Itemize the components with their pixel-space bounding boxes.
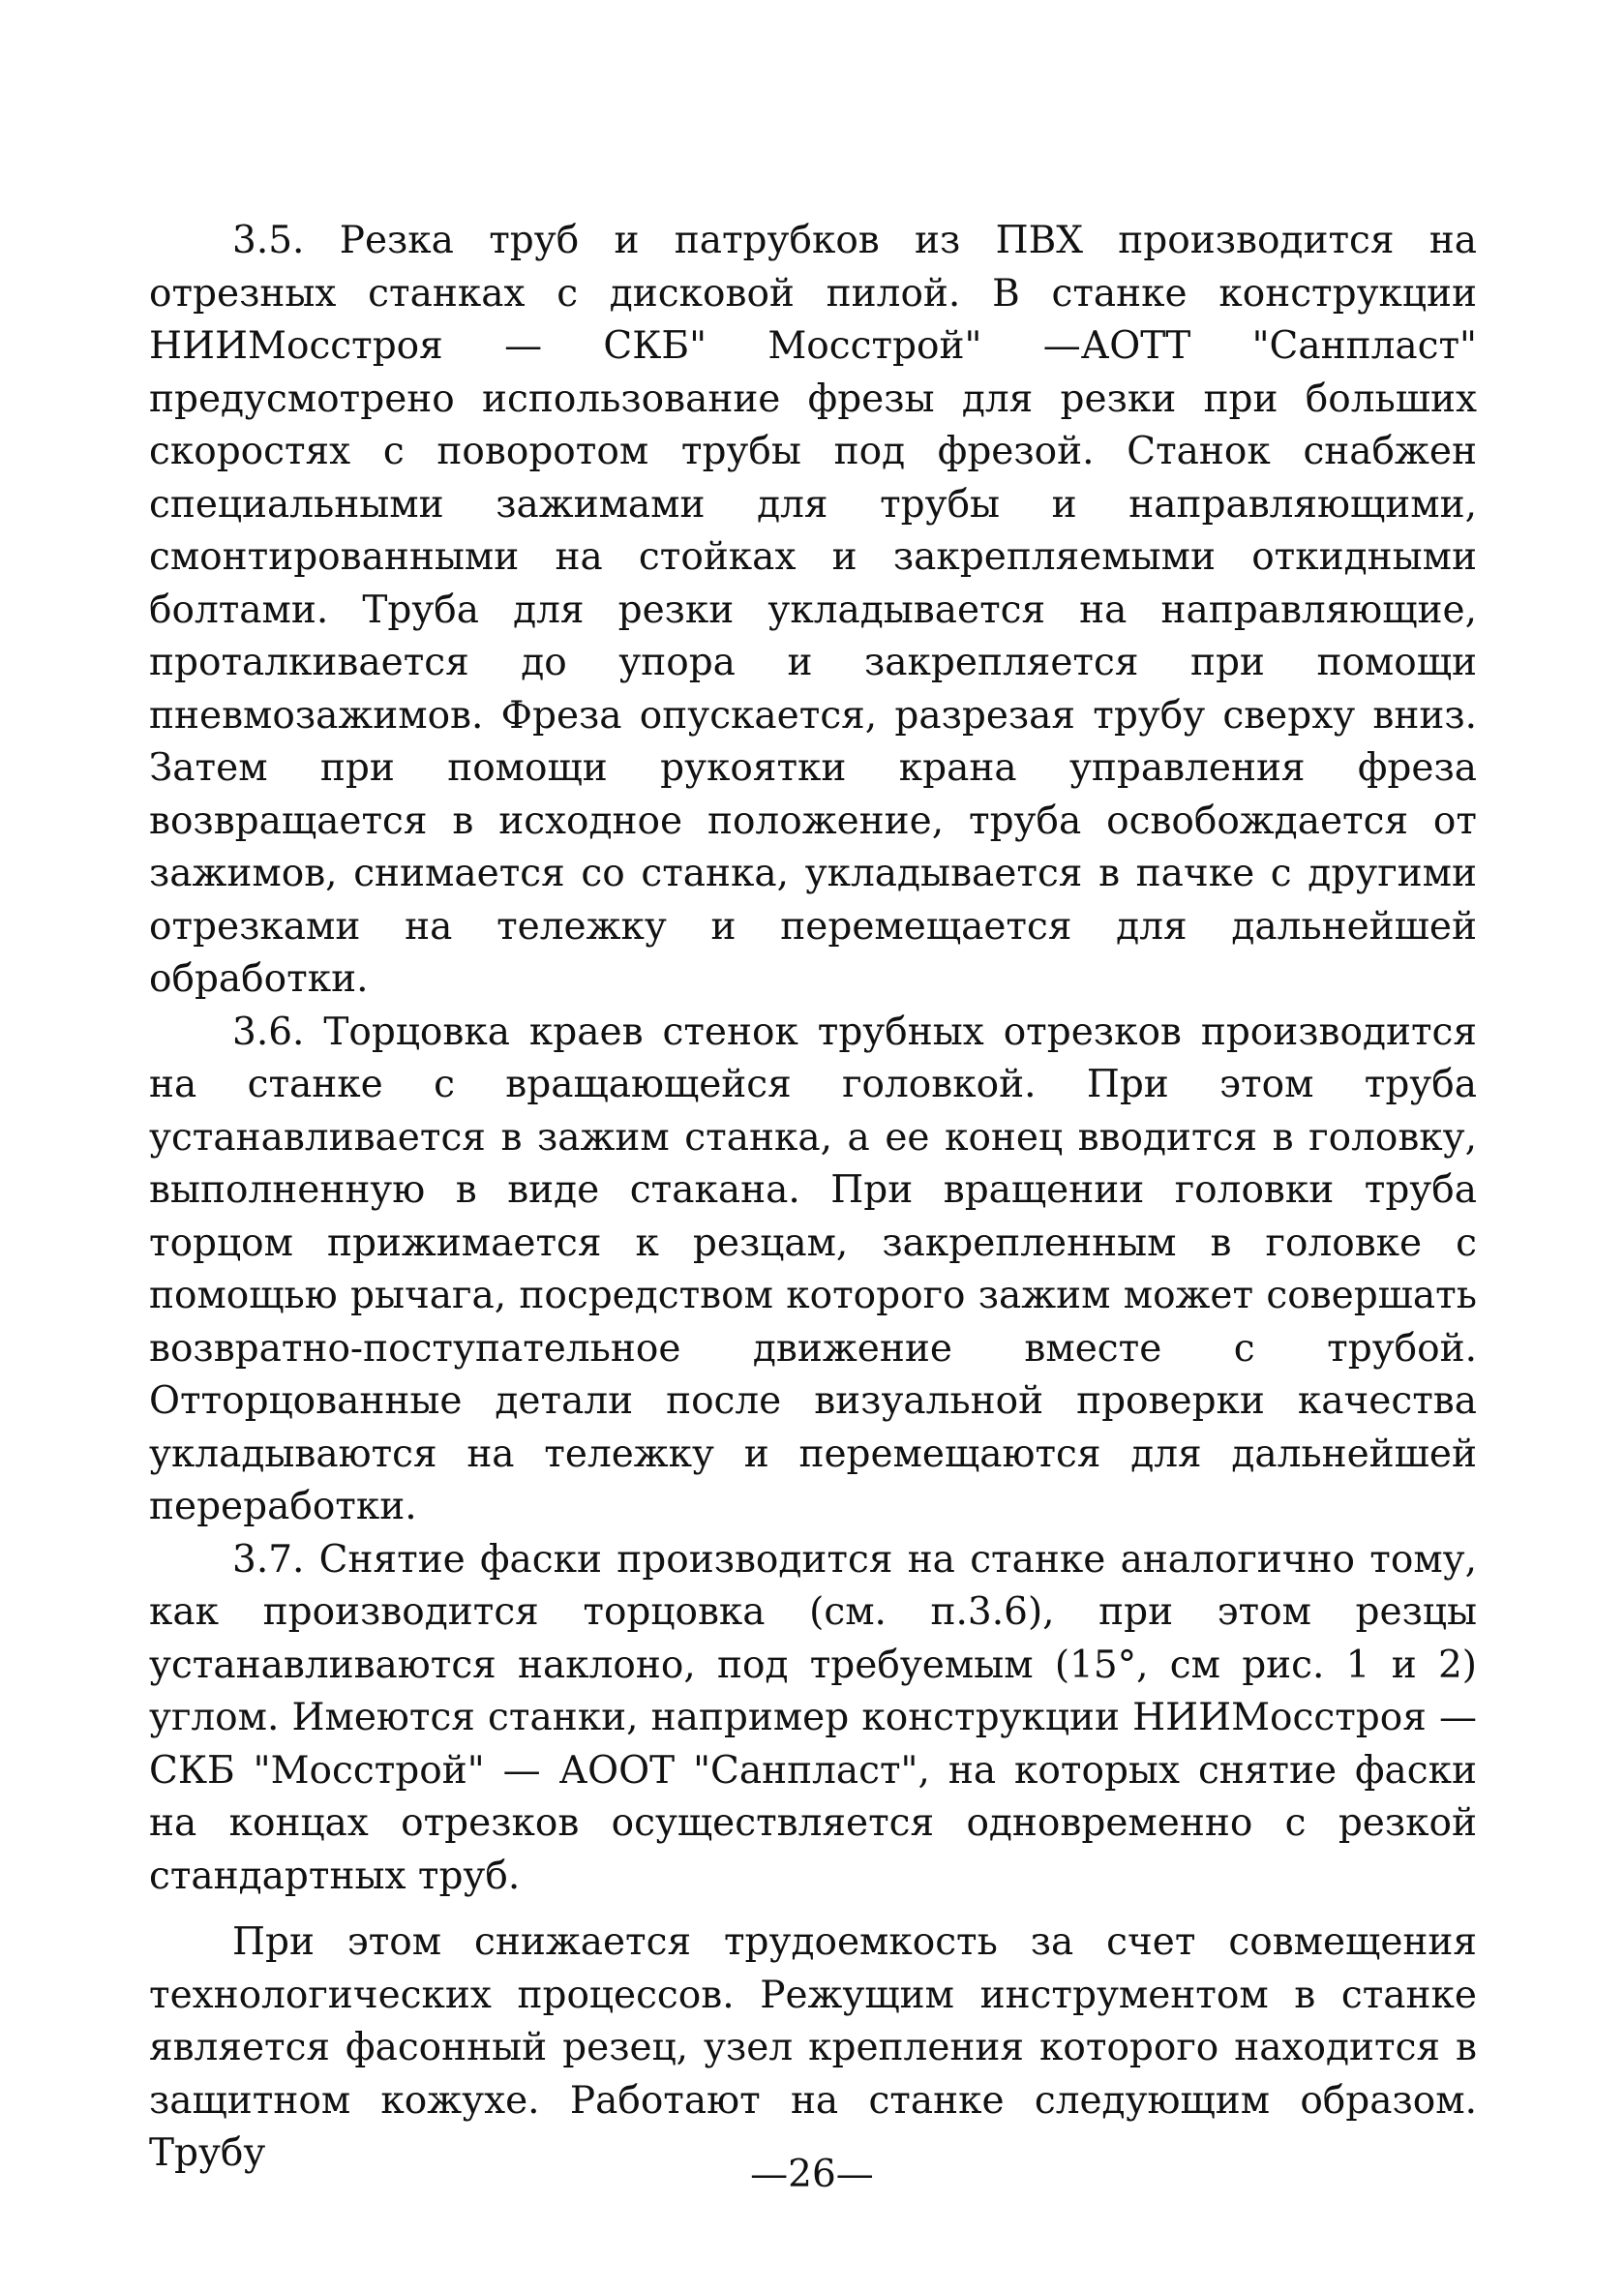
paragraph-3-6: 3.6. Торцовка краев стенок трубных отрезков производится на станке с вращающейся головкой. При этом труба устанавливается в зажим станка, а ее конец вводится в головку, выполненную в виде стакана. При вращении головки труба торцом прижимается к резцам, закрепленным в головке с помощью рычага, посредством которого зажим может совершать возвратно-поступательное движение вместе с трубой. Отторцованные детали после визуальной проверки качества укладываются на тележку и перемещаются для дальнейшей переработки. [149, 1010, 1477, 1528]
page-number: —26— [750, 2153, 874, 2196]
body-text [149, 215, 1477, 2181]
paragraph-continuation: При этом снижается трудоемкость за счет совмещения технологических процессов. Режущим инструментом в станке является фасонный резец, узел крепления которого находится в защитном кожухе. Работают на станке следующим образом. Трубу [149, 1920, 1477, 2175]
paragraph-3-5: 3.5. Резка труб и патрубков из ПВХ производится на отрезных станках с дисковой пилой. В станке конструкции НИИМосстроя — СКБ" Мосстрой" —АОТТ "Санпласт" предусмотрено использование фрезы для резки при больших скоростях с поворотом трубы под фрезой. Станок снабжен специальными зажимами для трубы и направляющими, смонтированными на стойках и закрепляемыми откидными болтами. Труба для резки укладывается на направляющие, проталкивается до упора и закрепляется при помощи пневмозажимов. Фреза опускается, разрезая трубу сверху вниз. Затем при помощи рукоятки крана управления фреза возвращается в исходное положение, труба освобождается от зажимов, снимается со станка, укладывается в пачке с другими отрезками на тележку и перемещается для дальнейшей обработки. [149, 219, 1477, 1001]
paragraph-3-7: 3.7. Снятие фаски производится на станке аналогично тому, как производится торцовка (см. п.3.6), при этом резцы устанавливаются наклоно, под требуемым (15°, см рис. 1 и 2) углом. Имеются станки, например конструкции НИИМосстроя — СКБ "Мосстрой" — АООТ "Санпласт", на которых снятие фаски на концах отрезков осуществляется одновременно с резкой стандартных труб. [149, 1537, 1477, 1898]
